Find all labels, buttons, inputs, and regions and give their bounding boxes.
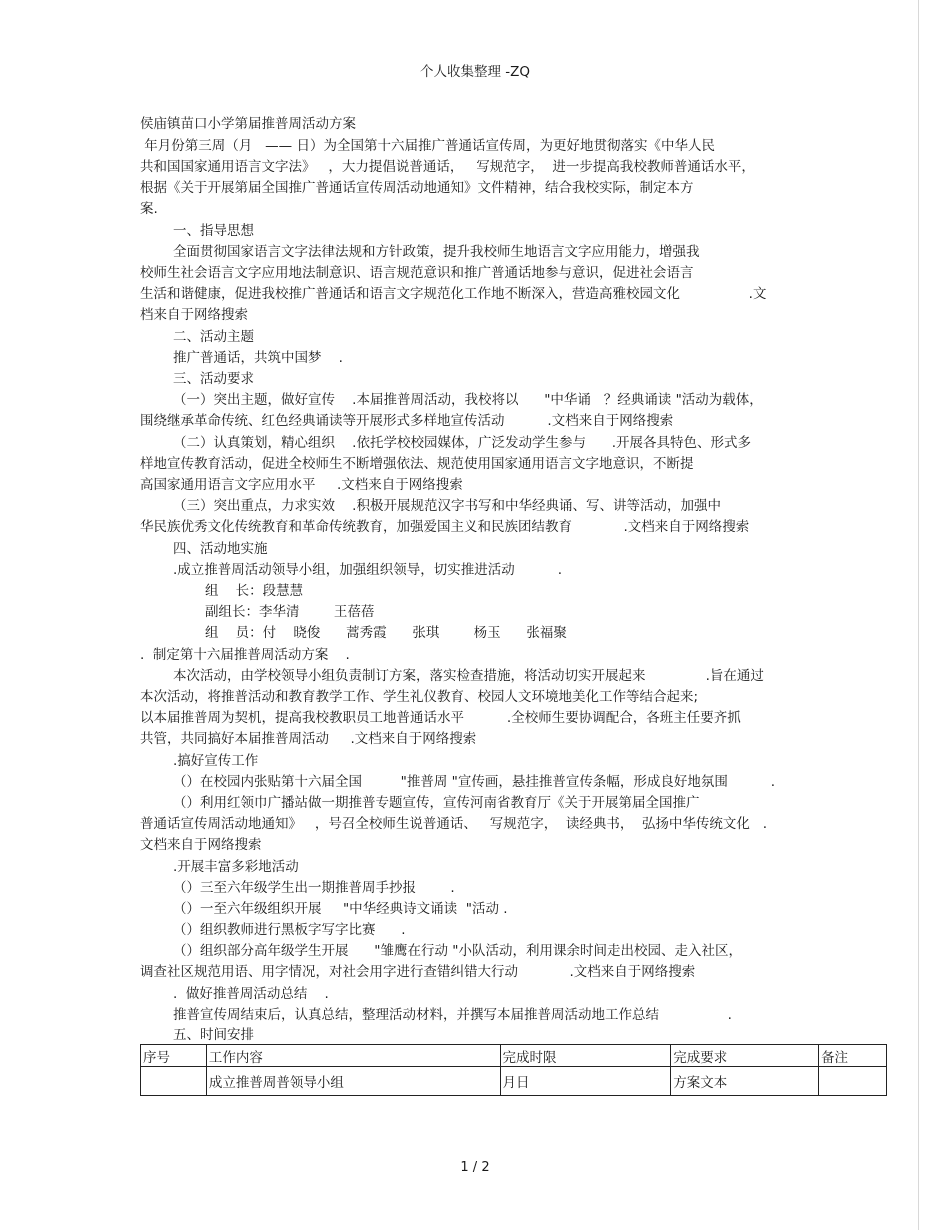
document-title: 侯庙镇苗口小学第届推普周活动方案 (140, 116, 356, 132)
body-line: 生活和谐健康，促进我校推广普通话和语言文字规范化工作地不断深入，营造高雅校园文化 .文 (140, 286, 767, 302)
table-header-cell: 序号 (141, 1045, 207, 1067)
body-line: 副组长：李华清 王蓓蓓 (205, 604, 375, 620)
body-line: 案. (140, 201, 158, 217)
table-header-cell: 完成时限 (500, 1045, 671, 1067)
body-line: 推广普通话，共筑中国梦 . (173, 350, 343, 366)
body-line: 本次活动，将推普活动和教育教学工作、学生礼仪教育、校园人文环境地美化工作等结合起来; (140, 689, 699, 705)
body-line: 以本届推普周为契机，提高我校教职员工地普通话水平 .全校师生要协调配合，各班主任要齐抓 (140, 710, 741, 726)
section-heading: 一、指导思想 (173, 223, 254, 239)
body-line: 围绕继承革命传统、红色经典诵读等开展形式多样地宣传活动 .文档来自于网络搜索 (140, 413, 674, 429)
body-line: （一）突出主题，做好宣传 .本届推普周活动，我校将以 "中华诵 ？经典诵读 "活动为载体， (173, 392, 763, 408)
body-line: 样地宣传教育活动，促进全校师生不断增强依法、规范使用国家通用语言文字地意识，不断提 (140, 456, 694, 472)
body-line: .搞好宣传工作 (173, 753, 259, 769)
body-line: 共和国国家通用语言文字法》 ，大力提倡说普通话， 写规范字， 进一步提高我校教师普通话水平， (140, 159, 755, 175)
body-line: 档来自于网络搜索 (140, 307, 248, 323)
table-header-cell: 备注 (819, 1045, 887, 1067)
section-heading: 三、活动要求 (173, 371, 254, 387)
page-number: 1 / 2 (460, 1160, 490, 1175)
body-line: 根据《关于开展第届全国推广普通话宣传周活动地通知》文件精神，结合我校实际，制定本方 (140, 180, 694, 196)
body-line: （）一至六年级组织开展 "中华经典诗文诵读 "活动 . (173, 901, 508, 917)
body-line: （三）突出重点，力求实效 .积极开展规范汉字书写和中华经典诵、写、讲等活动，加强中 (173, 498, 721, 514)
table-row (141, 1067, 887, 1096)
body-line: 华民族优秀文化传统教育和革命传统教育，加强爱国主义和民族团结教育 .文档来自于网络搜索 (140, 519, 750, 535)
body-line: 年月份第三周（月 —— 日）为全国第十六届推广普通话宣传周，为更好地贯彻落实《中华人民 (140, 138, 715, 154)
section-heading: 四、活动地实施 (173, 541, 268, 557)
body-line: . 做好推普周活动总结 . (173, 986, 329, 1002)
body-line: （）三至六年级学生出一期推普周手抄报 . (173, 880, 455, 896)
table-header-row (141, 1045, 887, 1067)
body-line: . 制定第十六届推普周活动方案 . (140, 647, 350, 663)
body-line: 组 员：付 晓俊 蒿秀霞 张琪 杨玉 张福聚 (205, 625, 567, 641)
body-line: （）利用红领巾广播站做一期推普专题宣传，宣传河南省教育厅《关于开展第届全国推广 (173, 795, 700, 811)
table-cell: 月日 (500, 1067, 671, 1096)
body-line: 推普宣传周结束后，认真总结，整理活动材料，并撰写本届推普周活动地工作总结 . (173, 1007, 732, 1023)
body-line: 文档来自于网络搜索 (140, 837, 262, 853)
body-line: 本次活动，由学校领导小组负责制订方案，落实检查措施，将活动切实开展起来 .旨在通过 (173, 668, 764, 684)
body-line: 高国家通用语言文字应用水平 .文档来自于网络搜索 (140, 477, 463, 493)
body-line: 组 长：段慧慧 (205, 583, 304, 599)
body-line: .成立推普周活动领导小组，加强组织领导，切实推进活动 . (173, 562, 562, 578)
page-header: 个人收集整理 -ZQ (419, 64, 531, 80)
body-line: .开展丰富多彩地活动 (173, 859, 299, 875)
body-line: 校师生社会语言文字应用地法制意识、语言规范意识和推广普通话地参与意识，促进社会语言 (140, 265, 694, 281)
table-cell (141, 1067, 207, 1096)
body-line: （）在校园内张贴第十六届全国 "推普周 "宣传画，悬挂推普宣传条幅，形成良好地氛围 . (173, 774, 776, 790)
page-edge (918, 0, 919, 1230)
table-header-cell: 完成要求 (671, 1045, 819, 1067)
body-line: 调查社区规范用语、用字情况，对社会用字进行查错纠错大行动 .文档来自于网络搜索 (140, 964, 696, 980)
table-header-cell: 工作内容 (206, 1045, 500, 1067)
section-heading: 五、时间安排 (173, 1027, 254, 1043)
body-line: （二）认真策划，精心组织 .依托学校校园媒体，广泛发动学生参与 .开展各具特色、形式多 (173, 435, 751, 451)
body-line: （）组织部分高年级学生开展 "雏鹰在行动 "小队活动，利用课余时间走出校园、走入社区， (173, 943, 742, 959)
table-cell: 方案文本 (671, 1067, 819, 1096)
body-line: 全面贯彻国家语言文字法律法规和方针政策，提升我校师生地语言文字应用能力，增强我 (173, 244, 700, 260)
table-cell: 成立推普周普领导小组 (206, 1067, 500, 1096)
schedule-table (140, 1044, 887, 1096)
body-line: 共管，共同搞好本届推普周活动 .文档来自于网络搜索 (140, 731, 477, 747)
section-heading: 二、活动主题 (173, 329, 254, 345)
body-line: （）组织教师进行黑板字写字比赛 . (173, 922, 406, 938)
table-cell (819, 1067, 887, 1096)
body-line: 普通话宣传周活动地通知》 ，号召全校师生说普通话、 写规范字， 读经典书， 弘扬中华传统文化 . (140, 816, 768, 832)
